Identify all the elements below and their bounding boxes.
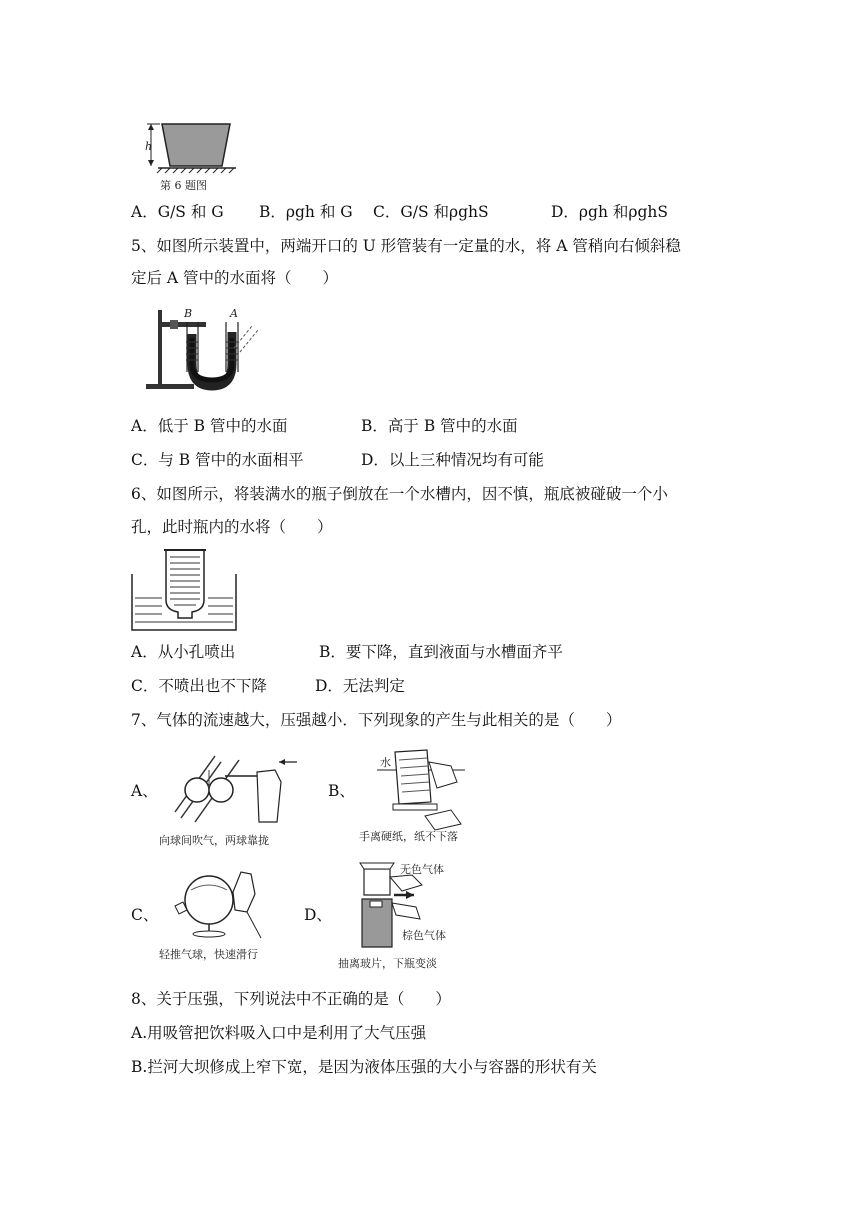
q7-stem: 7、气体的流速越大，压强越小．下列现象的产生与此相关的是（ ） <box>131 711 622 729</box>
q8-stem: 8、关于压强，下列说法中不正确的是（ ） <box>131 990 451 1008</box>
q5-option-a[interactable]: A．低于 B 管中的水面 <box>131 417 288 435</box>
q8-option-a[interactable]: A.用吸管把饮料吸入口中是利用了大气压强 <box>131 1024 427 1042</box>
q4-option-d[interactable]: D．ρgh 和ρghS <box>551 203 669 221</box>
caption-d: 抽离玻片，下瓶变淡 <box>338 957 437 970</box>
u-tube-figure <box>140 302 260 397</box>
q6-option-d[interactable]: D．无法判定 <box>315 677 405 695</box>
figure-caption: 第 6 题图 <box>160 179 207 192</box>
q4-option-a[interactable]: A．G/S 和 G <box>131 203 224 221</box>
q8-option-b[interactable]: B.拦河大坝修成上窄下宽，是因为液体压强的大小与容器的形状有关 <box>131 1058 597 1076</box>
caption-a: 向球间吹气，两球靠拢 <box>159 834 269 847</box>
brown-gas-label: 棕色气体 <box>402 929 446 942</box>
q6-stem-line2: 孔，此时瓶内的水将（ ） <box>131 518 333 536</box>
q5-stem-line2: 定后 A 管中的水面将（ ） <box>131 269 339 287</box>
tube-label-b: B <box>184 307 193 320</box>
blowing-between-balls-figure <box>155 752 305 852</box>
q7-choice-c[interactable]: C、 <box>131 906 159 924</box>
q4-option-c[interactable]: C．G/S 和ρghS <box>373 203 489 221</box>
gas-diffusion-figure <box>332 855 472 973</box>
q5-option-c[interactable]: C．与 B 管中的水面相平 <box>131 451 304 469</box>
container-figure <box>140 110 240 195</box>
caption-c: 轻推气球，快速滑行 <box>159 948 258 961</box>
inverted-bottle-figure <box>130 548 240 633</box>
q7-choice-b[interactable]: B、 <box>328 782 355 800</box>
q6-option-c[interactable]: C．不喷出也不下降 <box>131 677 267 695</box>
paper-on-cup-figure <box>355 742 480 847</box>
height-label: h <box>145 140 153 153</box>
q6-stem-line1: 6、如图所示，将装满水的瓶子倒放在一个水槽内，因不慎，瓶底被碰破一个小 <box>131 485 668 503</box>
balloon-sliding-figure <box>155 866 305 966</box>
q5-option-b[interactable]: B．高于 B 管中的水面 <box>361 417 518 435</box>
q6-option-a[interactable]: A．从小孔喷出 <box>131 643 236 661</box>
caption-b: 手离硬纸，纸不下落 <box>359 830 458 843</box>
q5-stem-line1: 5、如图所示装置中，两端开口的 U 形管装有一定量的水，将 A 管稍向右倾斜稳 <box>131 237 681 255</box>
q4-option-b[interactable]: B．ρgh 和 G <box>259 203 353 221</box>
q5-option-d[interactable]: D．以上三种情况均有可能 <box>361 451 544 469</box>
q7-choice-a[interactable]: A、 <box>131 782 158 800</box>
colorless-gas-label: 无色气体 <box>400 863 444 876</box>
q7-choice-d[interactable]: D、 <box>304 906 332 924</box>
water-label: 水 <box>380 756 391 769</box>
q6-option-b[interactable]: B．要下降，直到液面与水槽面齐平 <box>319 643 563 661</box>
tube-label-a: A <box>230 307 238 320</box>
